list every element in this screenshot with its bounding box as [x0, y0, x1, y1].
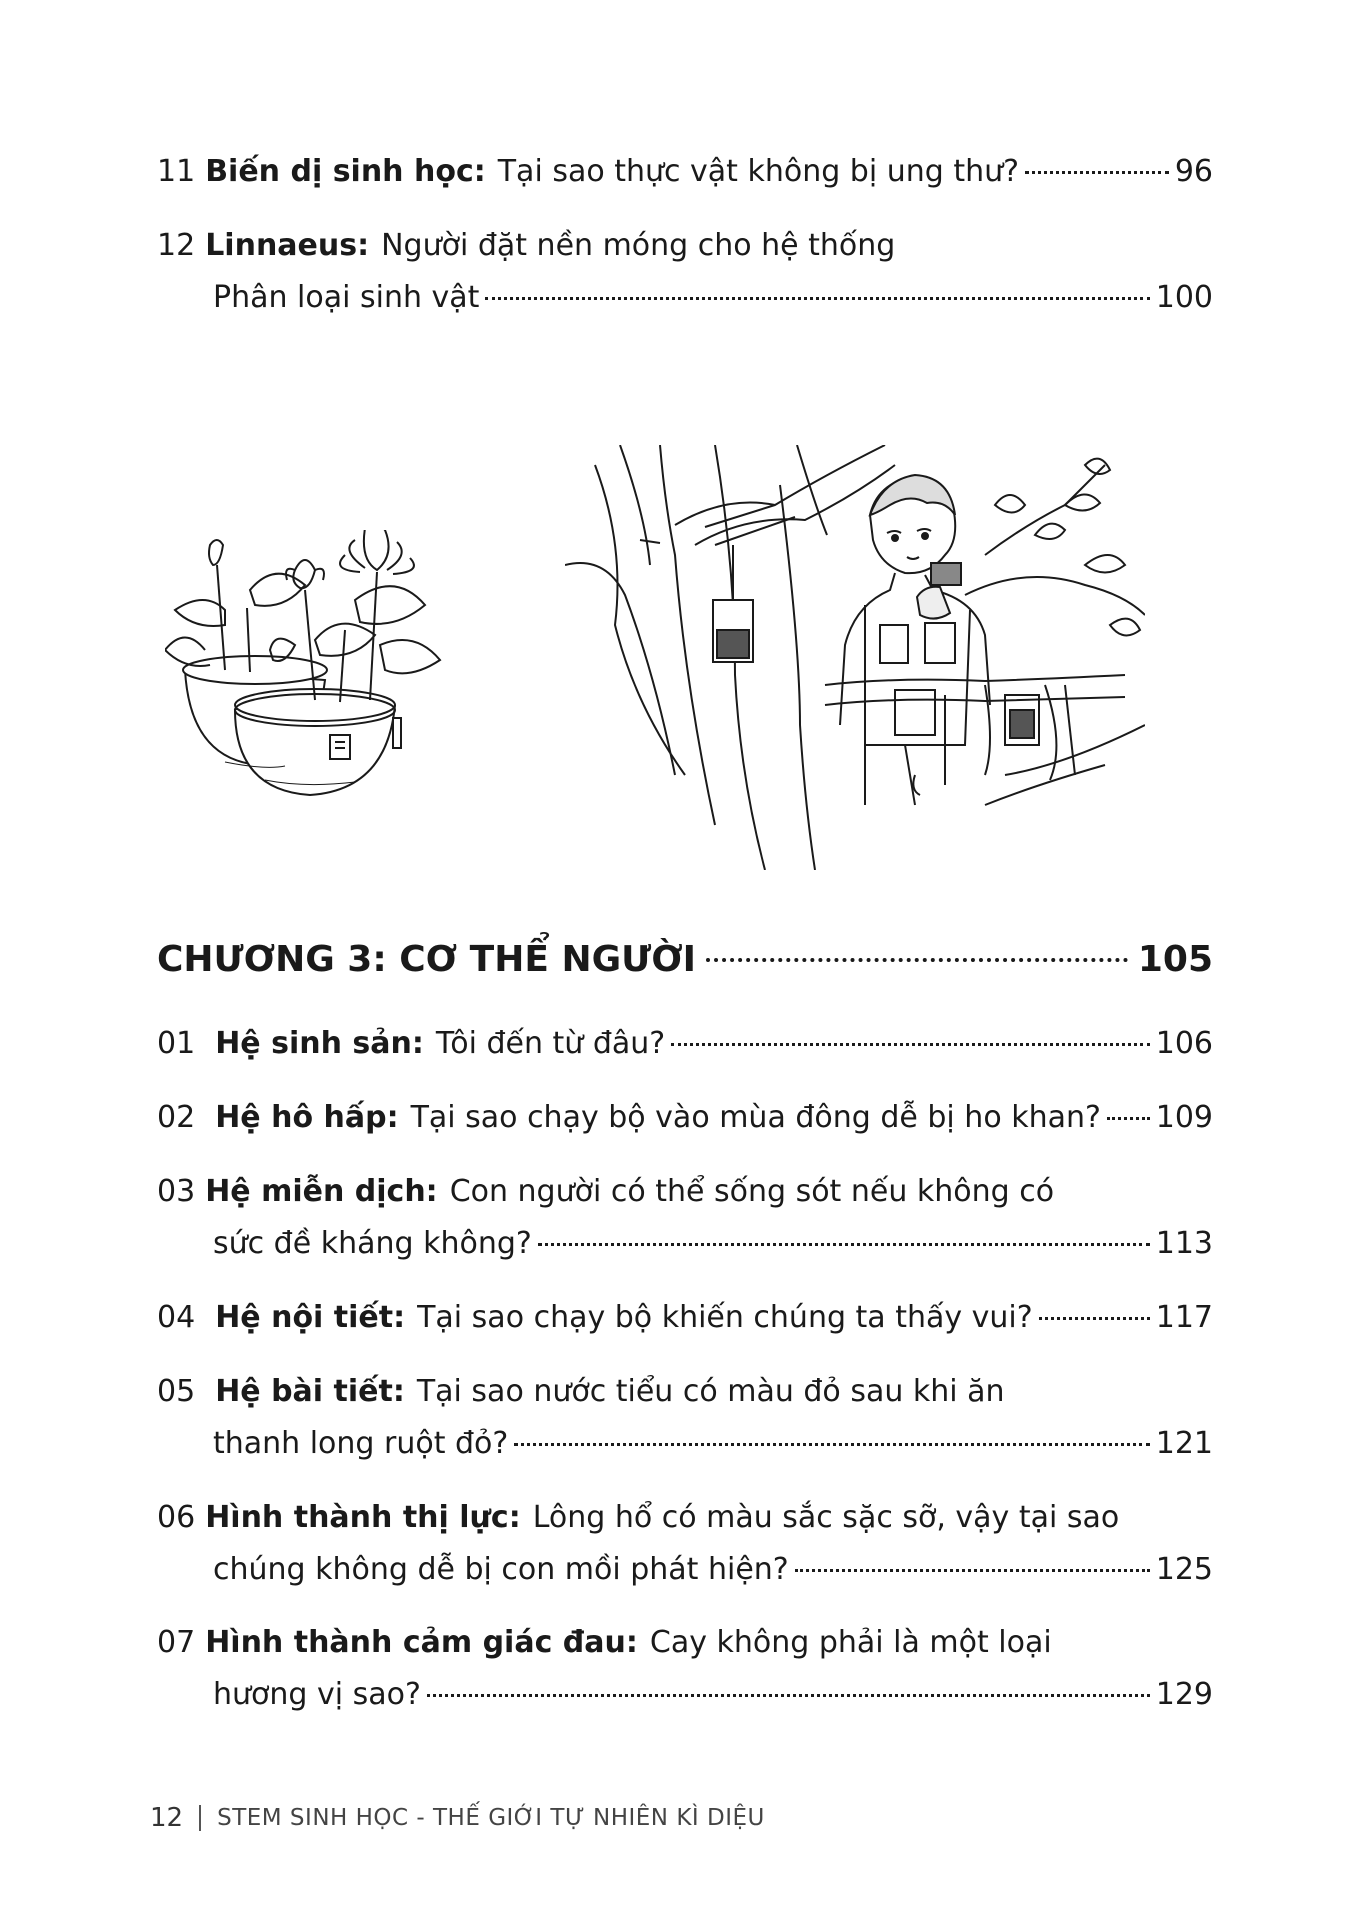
- entry-text: Cay không phải là một loại: [649, 1625, 1052, 1660]
- entry-text: Con người có thể sống sót nếu không có: [449, 1174, 1055, 1209]
- entry-number: 11: [157, 154, 196, 189]
- entry-text-cont: chúng không dễ bị con mồi phát hiện?: [213, 1552, 789, 1587]
- entry-page: 100: [1155, 280, 1213, 315]
- dot-leader: [514, 1443, 1149, 1446]
- toc-entry-05[interactable]: [157, 1366, 1213, 1470]
- entry-text: Tại sao chạy bộ vào mùa đông dễ bị ho khan?: [410, 1100, 1101, 1135]
- entry-number: 02: [157, 1100, 196, 1135]
- entry-number: 05: [157, 1374, 196, 1409]
- entry-number: 07: [157, 1625, 196, 1660]
- entry-title: Hệ hô hấp:: [215, 1100, 399, 1135]
- toc-entry-03[interactable]: [157, 1166, 1213, 1270]
- entry-number: 03: [157, 1174, 196, 1209]
- toc-entry-02[interactable]: [157, 1092, 1213, 1144]
- entry-page: 125: [1155, 1552, 1213, 1587]
- page-footer: [150, 1798, 765, 1838]
- toc-entry-11[interactable]: [157, 146, 1213, 198]
- chapter-heading[interactable]: [157, 930, 1213, 990]
- toc-entry-12[interactable]: [157, 220, 1213, 324]
- chapter-title: CHƯƠNG 3: CƠ THỂ NGƯỜI: [157, 939, 697, 980]
- dot-leader: [538, 1243, 1150, 1246]
- entry-page: 129: [1155, 1677, 1213, 1712]
- entry-text-cont: sức đề kháng không?: [213, 1226, 532, 1261]
- entry-title: Biến dị sinh học:: [205, 154, 486, 189]
- entry-title: Hệ nội tiết:: [215, 1300, 406, 1335]
- entry-page: 121: [1155, 1426, 1213, 1461]
- entry-text: Tại sao nước tiểu có màu đỏ sau khi ăn: [416, 1374, 1005, 1409]
- dot-leader: [1025, 171, 1169, 174]
- lotus-pots-illustration: [165, 530, 465, 800]
- entry-number: 06: [157, 1500, 196, 1535]
- entry-number: 01: [157, 1026, 196, 1061]
- dot-leader: [795, 1569, 1150, 1572]
- chapter-page: 105: [1137, 939, 1213, 980]
- entry-title: Hệ bài tiết:: [215, 1374, 405, 1409]
- entry-text: Tại sao chạy bộ khiến chúng ta thấy vui?: [417, 1300, 1033, 1335]
- entry-number: 12: [157, 228, 196, 263]
- entry-page: 113: [1155, 1226, 1213, 1261]
- entry-text-cont: thanh long ruột đỏ?: [213, 1426, 509, 1461]
- dot-leader: [485, 297, 1149, 300]
- entry-title: Linnaeus:: [205, 228, 370, 263]
- entry-text-cont: hương vị sao?: [213, 1677, 421, 1712]
- entry-text: Tôi đến từ đâu?: [435, 1026, 666, 1061]
- entry-text: Lông hổ có màu sắc sặc sỡ, vậy tại sao: [532, 1500, 1120, 1535]
- entry-text-cont: Phân loại sinh vật: [213, 280, 480, 315]
- boy-tree-illustration: [565, 445, 1145, 870]
- entry-title: Hệ sinh sản:: [215, 1026, 424, 1061]
- entry-text: Người đặt nền móng cho hệ thống: [381, 228, 896, 263]
- footer-divider: [199, 1805, 201, 1831]
- entry-page: 106: [1155, 1026, 1213, 1061]
- entry-page: 96: [1174, 154, 1213, 189]
- entry-text: Tại sao thực vật không bị ung thư?: [497, 154, 1020, 189]
- entry-number: 04: [157, 1300, 196, 1335]
- entry-title: Hình thành cảm giác đau:: [205, 1625, 638, 1660]
- dot-leader: [1039, 1317, 1150, 1320]
- entry-page: 117: [1155, 1300, 1213, 1335]
- toc-entry-06[interactable]: [157, 1492, 1213, 1596]
- entry-title: Hệ miễn dịch:: [205, 1174, 438, 1209]
- running-title: STEM SINH HỌC - THẾ GIỚI TỰ NHIÊN KÌ DIỆU: [217, 1805, 765, 1831]
- page-number: 12: [150, 1803, 184, 1833]
- toc-entry-07[interactable]: [157, 1617, 1213, 1721]
- entry-title: Hình thành thị lực:: [205, 1500, 521, 1535]
- entry-page: 109: [1155, 1100, 1213, 1135]
- toc-entry-01[interactable]: [157, 1018, 1213, 1070]
- dot-leader: [427, 1694, 1150, 1697]
- dot-leader: [706, 958, 1128, 962]
- toc-entry-04[interactable]: [157, 1292, 1213, 1344]
- dot-leader: [1107, 1117, 1150, 1120]
- dot-leader: [671, 1043, 1150, 1046]
